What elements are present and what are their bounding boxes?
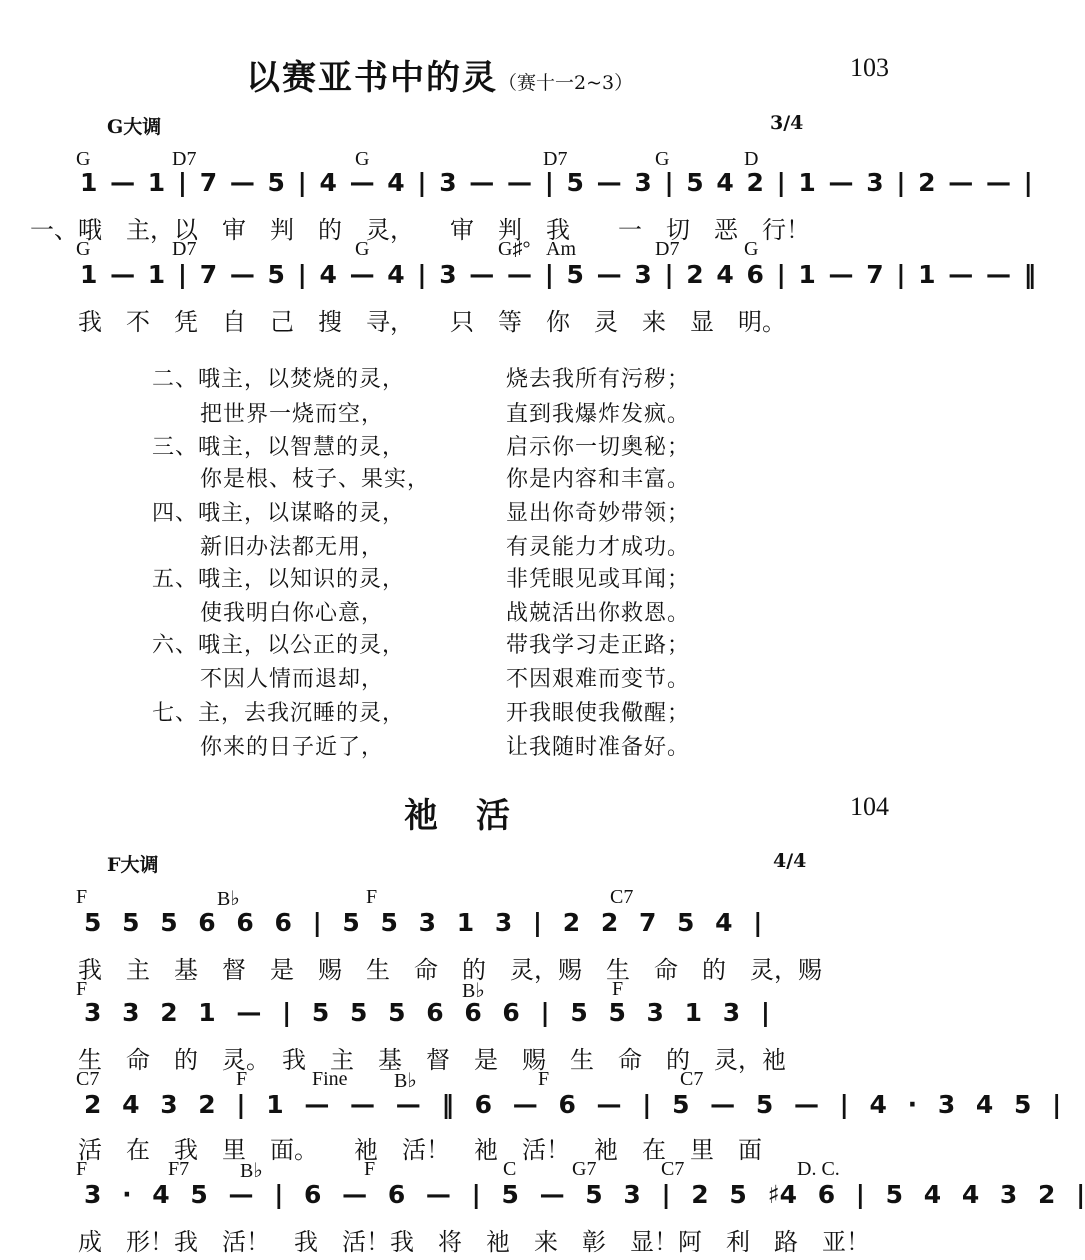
verse-line: 七、主，去我沉睡的灵， [152, 701, 406, 726]
chord-symbol: F [76, 1158, 88, 1180]
fine-marker: Fine [312, 1068, 348, 1090]
chord-symbol: G [76, 148, 91, 170]
verse-line: 六、哦主，以公正的灵， [152, 633, 406, 658]
chord-symbol: G7 [572, 1158, 597, 1180]
lyric-line: 活 在 我 里 面。 祂 活！ 祂 活！ 祂 在 里 面 [78, 1136, 762, 1164]
notation-line: 3 3 2 1 — | 5 5 5 6 6 6 | 5 5 3 1 3 | [84, 998, 770, 1027]
page-number: 103 [850, 53, 889, 82]
verse-line: 你来的日子近了， [200, 735, 385, 760]
verse-line: 三、哦主，以智慧的灵， [152, 435, 406, 460]
lyric-line: 生 命 的 灵。 我 主 基 督 是 赐 生 命 的 灵，祂 [78, 1046, 786, 1074]
chord-symbol: B♭ [240, 1160, 263, 1182]
notation-line: 5 5 5 6 6 6 | 5 5 3 1 3 | 2 2 7 5 4 | [84, 908, 763, 937]
verse-line: 直到我爆炸发疯。 [506, 402, 691, 427]
chord-symbol: B♭ [394, 1070, 417, 1092]
chord-symbol: C7 [661, 1158, 685, 1180]
song-title [246, 50, 633, 99]
chord-symbol: C [503, 1158, 517, 1180]
chord-symbol: F [366, 886, 378, 908]
verse-line: 让我随时准备好。 [506, 735, 691, 760]
chord-symbol: D7 [655, 238, 680, 260]
chord-symbol: D7 [172, 148, 197, 170]
verse-line: 你是根、枝子、果实， [200, 467, 431, 492]
song-title: 祂 活 [404, 796, 512, 836]
notation-line: 2 4 3 2 | 1 — — — ‖ 6 — 6 — | 5 — 5 — | 4 · 3 4 5 | [84, 1090, 1062, 1119]
verse-line: 你是内容和丰富。 [506, 467, 691, 492]
verse-line: 非凭眼见或耳闻； [506, 567, 691, 592]
chord-symbol: C7 [680, 1068, 704, 1090]
chord-symbol: Am [546, 238, 576, 260]
chord-symbol: B♭ [217, 888, 240, 910]
time-signature: 4/4 [773, 850, 807, 872]
chord-symbol: D [744, 148, 759, 170]
verse-line: 带我学习走正路； [506, 633, 691, 658]
verse-line: 新旧办法都无用， [200, 535, 385, 560]
key-signature: F大调 [107, 854, 159, 876]
chord-symbol: F [612, 978, 624, 1000]
chord-symbol: F [76, 886, 88, 908]
verse-line: 显出你奇妙带领； [506, 501, 691, 526]
verse-line: 不因艰难而变节。 [506, 667, 691, 692]
chord-symbol: F7 [168, 1158, 190, 1180]
chord-symbol: G [744, 238, 759, 260]
verse-line: 有灵能力才成功。 [506, 535, 691, 560]
verse-line: 五、哦主，以知识的灵， [152, 567, 406, 592]
lyric-line: 我 主 基 督 是 赐 生 命 的 灵，赐 生 命 的 灵，赐 [78, 956, 822, 984]
chord-symbol: F [364, 1158, 376, 1180]
verse-line: 使我明白你心意， [200, 601, 385, 626]
lyric-line: 一、哦 主，以 审 判 的 灵， 审 判 我 一 切 恶 行！ [30, 216, 810, 244]
chord-symbol: G [655, 148, 670, 170]
time-signature: 3/4 [770, 112, 804, 134]
chord-symbol: G [355, 238, 370, 260]
verse-line: 烧去我所有污秽； [506, 367, 691, 392]
chord-symbol: G [355, 148, 370, 170]
chord-symbol: C7 [610, 886, 634, 908]
chord-symbol: F [76, 978, 88, 1000]
notation-line: 3 · 4 5 — | 6 — 6 — | 5 — 5 3 | 2 5 ♯4 6 | 5 4 4 3 2 | [84, 1180, 1085, 1209]
key-signature: G大调 [107, 116, 162, 138]
chord-symbol: G♯° [498, 238, 531, 260]
lyric-line: 成 形！我 活！ 我 活！我 将 祂 来 彰 显！阿 利 路 亚！ [78, 1228, 870, 1256]
verse-line: 把世界一烧而空， [200, 402, 385, 427]
song-title-text: 以赛亚书中的灵 [246, 58, 498, 98]
notation-line: 1 — 1 | 7 — 5 | 4 — 4 | 3 — — | 5 — 3 | 5 4 2 | 1 — 3 | 2 — — | [80, 168, 1033, 197]
verse-line: 二、哦主，以焚烧的灵， [152, 367, 406, 392]
song-subtitle: （赛十一2~3） [498, 72, 634, 94]
lyric-line: 我 不 凭 自 己 搜 寻， 只 等 你 灵 来 显 明。 [78, 308, 786, 336]
verse-line: 战兢活出你救恩。 [506, 601, 691, 626]
verse-line: 开我眼使我儆醒； [506, 701, 691, 726]
chord-symbol: F [236, 1068, 248, 1090]
chord-symbol: F [538, 1068, 550, 1090]
verse-line: 启示你一切奥秘； [506, 435, 691, 460]
chord-symbol: C7 [76, 1068, 100, 1090]
dc-marker: D. C. [797, 1158, 840, 1180]
verse-line: 不因人情而退却， [200, 667, 385, 692]
notation-line: 1 — 1 | 7 — 5 | 4 — 4 | 3 — — | 5 — 3 | 2 4 6 | 1 — 7 | 1 — — ‖ [80, 260, 1037, 289]
chord-symbol: D7 [172, 238, 197, 260]
chord-symbol: G [76, 238, 91, 260]
chord-symbol: B♭ [462, 980, 485, 1002]
chord-symbol: D7 [543, 148, 568, 170]
page-number: 104 [850, 792, 889, 821]
verse-line: 四、哦主，以谋略的灵， [152, 501, 406, 526]
